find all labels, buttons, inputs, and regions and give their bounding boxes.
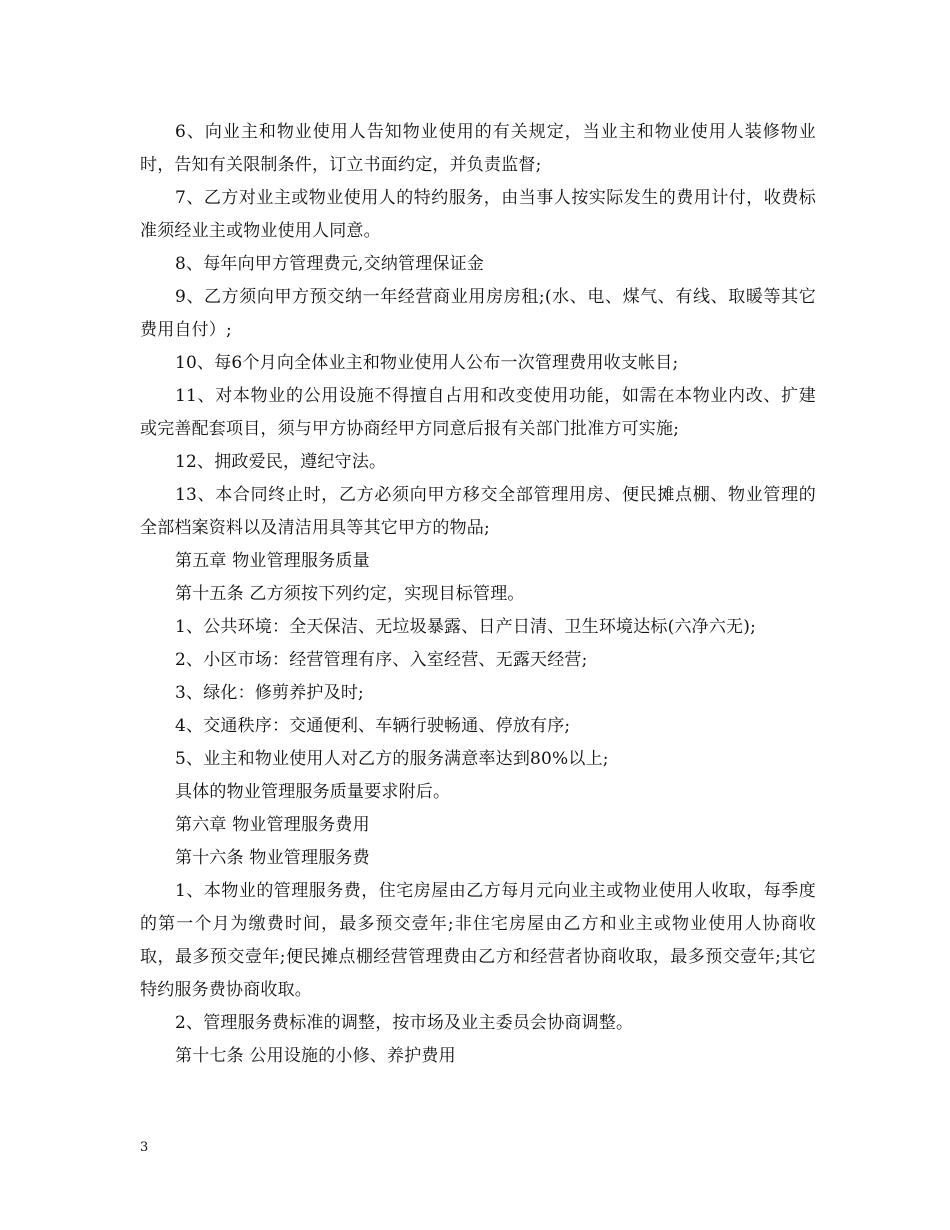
paragraph-9: 9、乙方须向甲方预交纳一年经营商业用房房租;(水、电、煤气、有线、取暖等其它费用自付）; bbox=[140, 287, 816, 340]
article-16-heading: 第十六条 物业管理服务费 bbox=[175, 848, 370, 868]
paragraph-6: 6、向业主和物业使用人告知物业使用的有关规定，当业主和物业使用人装修物业时，告知有关限制条件，订立书面约定，并负责监督; bbox=[140, 122, 816, 175]
paragraph-11: 11、对本物业的公用设施不得擅自占用和改变使用功能，如需在本物业内改、扩建或完善配套项目，须与甲方协商经甲方同意后报有关部门批准方可实施; bbox=[140, 386, 816, 439]
paragraph-12: 12、拥政爱民，遵纪守法。 bbox=[175, 452, 387, 472]
list-item: 4、交通秩序：交通便利、车辆行驶畅通、停放有序; bbox=[175, 716, 571, 736]
fee-item-1: 1、本物业的管理服务费，住宅房屋由乙方每月元向业主或物业使用人收取，每季度的第一个月为缴费时间，最多预交壹年;非住宅房屋由乙方和业主或物业使用人协商收取，最多预交壹年;便民摊点棚经营管理费由乙方和经营者协商收取，最多预交壹年;其它特约服务费协商收取。 bbox=[140, 881, 816, 1000]
page-number: 3 bbox=[140, 1140, 149, 1155]
article-17-heading: 第十七条 公用设施的小修、养护费用 bbox=[175, 1046, 456, 1066]
list-item: 3、绿化：修剪养护及时; bbox=[175, 683, 364, 703]
paragraph-8: 8、每年向甲方管理费元,交纳管理保证金 bbox=[175, 254, 485, 274]
quality-note: 具体的物业管理服务质量要求附后。 bbox=[175, 782, 451, 802]
article-15-heading: 第十五条 乙方须按下列约定，实现目标管理。 bbox=[175, 584, 525, 604]
paragraph-13: 13、本合同终止时，乙方必须向甲方移交全部管理用房、便民摊点棚、物业管理的全部档案资料以及清洁用具等其它甲方的物品; bbox=[140, 485, 816, 538]
fee-item-2: 2、管理服务费标准的调整，按市场及业主委员会协商调整。 bbox=[175, 1013, 634, 1033]
paragraph-10: 10、每6个月向全体业主和物业使用人公布一次管理费用收支帐目; bbox=[175, 353, 679, 373]
list-item: 2、小区市场：经营管理有序、入室经营、无露天经营; bbox=[175, 650, 588, 670]
paragraph-7: 7、乙方对业主或物业使用人的特约服务，由当事人按实际发生的费用计付，收费标准须经业主或物业使用人同意。 bbox=[140, 188, 816, 241]
document-body bbox=[140, 116, 816, 1073]
chapter-5-heading: 第五章 物业管理服务质量 bbox=[175, 551, 370, 571]
chapter-6-heading: 第六章 物业管理服务费用 bbox=[175, 815, 370, 835]
list-item: 1、公共环境：全天保洁、无垃圾暴露、日产日清、卫生环境达标(六净六无); bbox=[175, 617, 757, 637]
list-item: 5、业主和物业使用人对乙方的服务满意率达到80%以上; bbox=[175, 749, 609, 769]
